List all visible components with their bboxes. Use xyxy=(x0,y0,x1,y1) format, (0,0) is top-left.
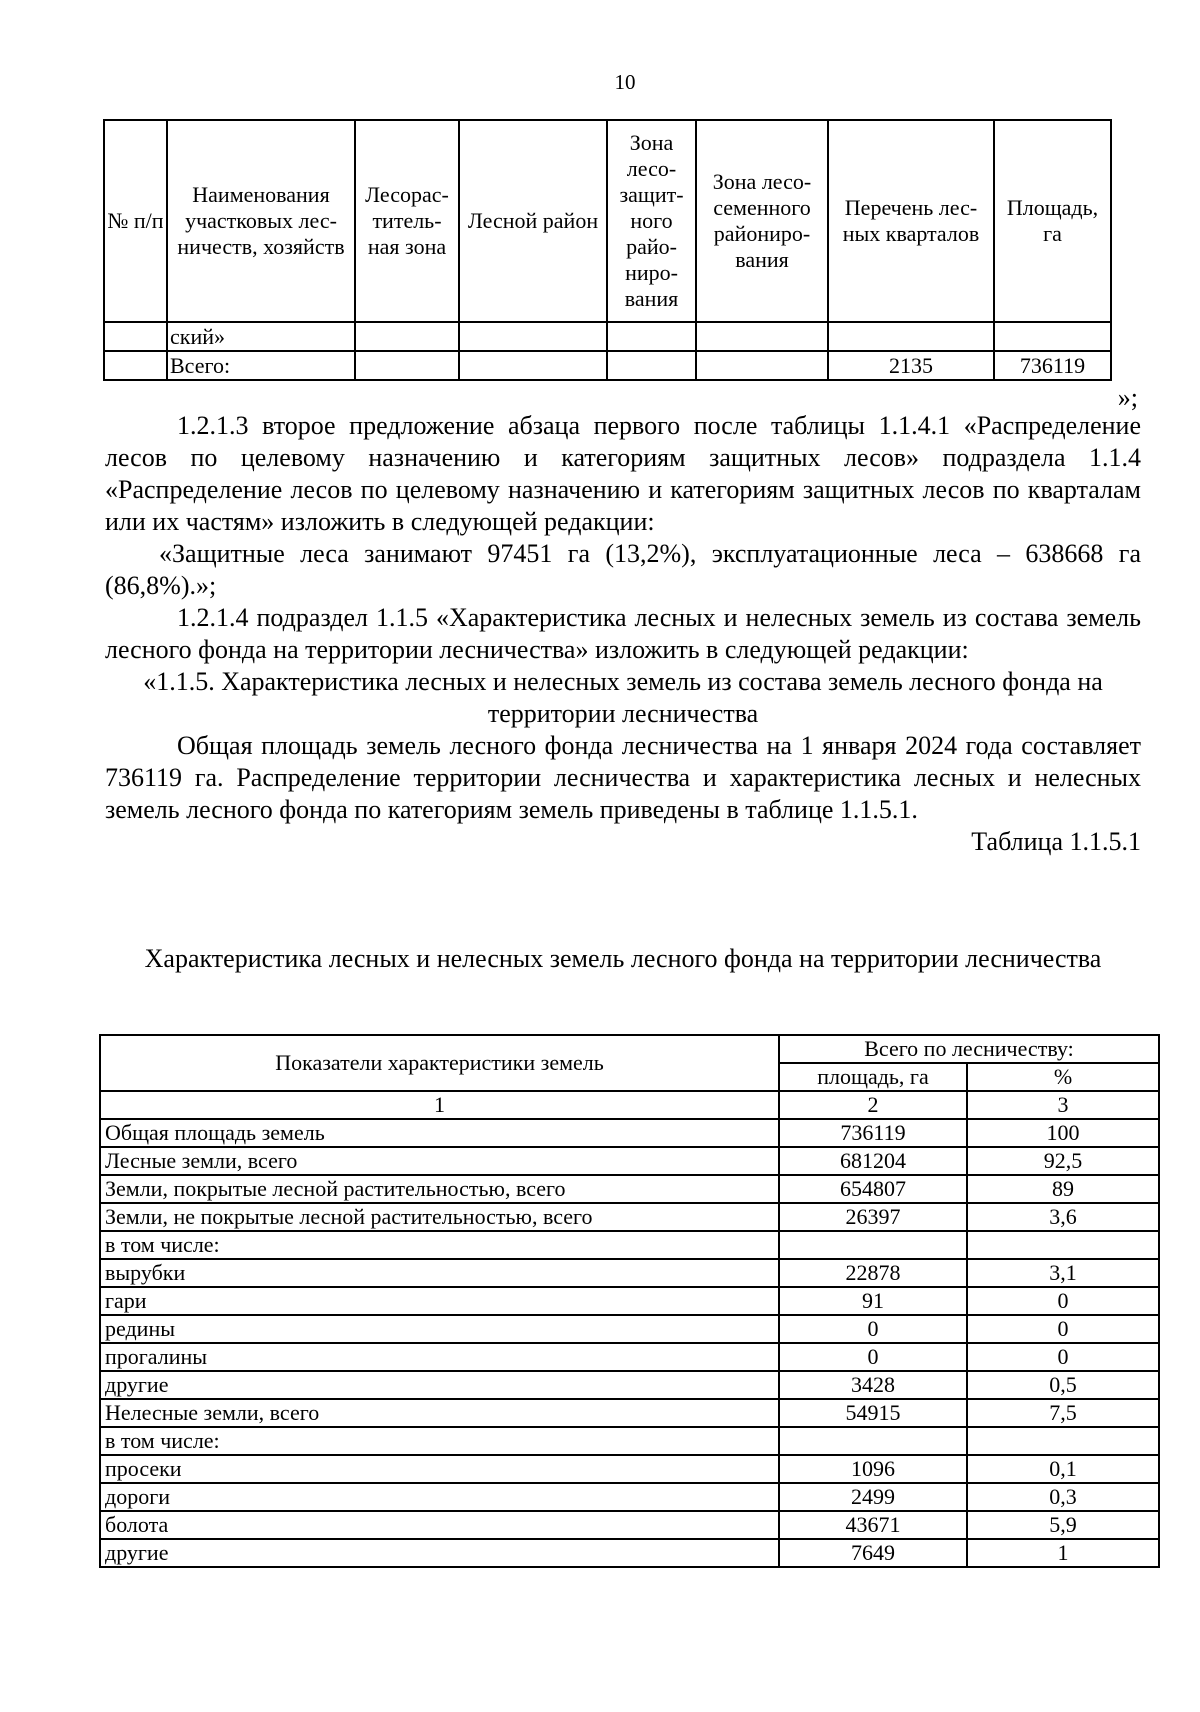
row-percent: 3,1 xyxy=(967,1259,1159,1287)
row-percent: 3,6 xyxy=(967,1203,1159,1231)
table-cell xyxy=(828,322,994,351)
row-label: дороги xyxy=(100,1483,779,1511)
header-cell-indicator: Показатели характеристики земель xyxy=(100,1035,779,1091)
table-cell xyxy=(459,322,607,351)
table-row xyxy=(100,1287,1159,1315)
table-cell-total-quarters: 2135 xyxy=(828,351,994,380)
header-cell-seed-zone: Зона лесо-семенного райониро-вания xyxy=(696,120,828,322)
row-area: 7649 xyxy=(779,1539,967,1567)
row-label: Общая площадь земель xyxy=(100,1119,779,1147)
row-area: 681204 xyxy=(779,1147,967,1175)
row-label: в том числе: xyxy=(100,1231,779,1259)
table-row xyxy=(104,322,1111,351)
row-area: 43671 xyxy=(779,1511,967,1539)
table-row xyxy=(100,1427,1159,1455)
row-area: 3428 xyxy=(779,1371,967,1399)
row-percent: 0,3 xyxy=(967,1483,1159,1511)
row-area: 91 xyxy=(779,1287,967,1315)
row-percent: 7,5 xyxy=(967,1399,1159,1427)
row-label: в том числе: xyxy=(100,1427,779,1455)
header-cell-percent: % xyxy=(967,1063,1159,1091)
row-percent: 0 xyxy=(967,1343,1159,1371)
table-cell xyxy=(696,351,828,380)
row-percent xyxy=(967,1427,1159,1455)
row-percent: 89 xyxy=(967,1175,1159,1203)
land-characteristics-table xyxy=(99,1034,1160,1568)
row-percent: 5,9 xyxy=(967,1511,1159,1539)
row-label: другие xyxy=(100,1371,779,1399)
page-number: 10 xyxy=(614,70,636,94)
row-percent: 92,5 xyxy=(967,1147,1159,1175)
column-number: 2 xyxy=(779,1091,967,1119)
table-row xyxy=(100,1399,1159,1427)
row-label: Земли, покрытые лесной растительностью, всего xyxy=(100,1175,779,1203)
table-row xyxy=(100,1511,1159,1539)
table-cell xyxy=(355,351,459,380)
row-label: Нелесные земли, всего xyxy=(100,1399,779,1427)
table-cell xyxy=(696,322,828,351)
table-cell xyxy=(994,322,1111,351)
header-cell-zone: Лесорас-титель-ная зона xyxy=(355,120,459,322)
table-cell xyxy=(459,351,607,380)
closing-quote: »; xyxy=(1117,383,1138,412)
row-area: 736119 xyxy=(779,1119,967,1147)
row-area xyxy=(779,1231,967,1259)
row-label: болота xyxy=(100,1511,779,1539)
table-row xyxy=(100,1371,1159,1399)
row-percent: 0 xyxy=(967,1315,1159,1343)
row-area: 54915 xyxy=(779,1399,967,1427)
table-row xyxy=(100,1259,1159,1287)
table-row xyxy=(100,1483,1159,1511)
row-label: редины xyxy=(100,1315,779,1343)
section-heading: «1.1.5. Характеристика лесных и нелесных земель из состава земель лесного фонда на территории лесничества xyxy=(143,667,1103,728)
table-row xyxy=(100,1175,1159,1203)
row-label: просеки xyxy=(100,1455,779,1483)
table-caption: Характеристика лесных и нелесных земель лесного фонда на территории лесничества xyxy=(144,944,1102,973)
table-header-row xyxy=(100,1035,1159,1063)
table-cell xyxy=(607,351,696,380)
row-area: 0 xyxy=(779,1315,967,1343)
table-row xyxy=(100,1147,1159,1175)
table-cell-total-area: 736119 xyxy=(994,351,1111,380)
table-header-row xyxy=(104,120,1111,322)
row-label: Земли, не покрытые лесной растительностью, всего xyxy=(100,1203,779,1231)
table-cell-total-label: Всего: xyxy=(167,351,355,380)
table-cell: ский» xyxy=(167,322,355,351)
table-row xyxy=(100,1539,1159,1567)
table-label: Таблица 1.1.5.1 xyxy=(971,827,1141,856)
table-row-total xyxy=(104,351,1111,380)
row-area: 26397 xyxy=(779,1203,967,1231)
row-percent: 100 xyxy=(967,1119,1159,1147)
row-percent: 0,1 xyxy=(967,1455,1159,1483)
table-row xyxy=(100,1455,1159,1483)
header-cell-number: № п/п xyxy=(104,120,167,322)
column-number: 1 xyxy=(100,1091,779,1119)
row-percent: 1 xyxy=(967,1539,1159,1567)
header-cell-area: площадь, га xyxy=(779,1063,967,1091)
table-cell xyxy=(355,322,459,351)
table-column-numbers-row xyxy=(100,1091,1159,1119)
header-cell-names: Наименования участковых лес-ничеств, хозяйств xyxy=(167,120,355,322)
amendment-text xyxy=(105,410,1141,858)
row-label: вырубки xyxy=(100,1259,779,1287)
table-row xyxy=(100,1231,1159,1259)
paragraph-total-area: Общая площадь земель лесного фонда лесничества на 1 января 2024 года составляет 736119 га. Распределение территории лесничества и характеристика лесных и нелесных земель лесного фонда по категориям земель приведены в таблице 1.1.5.1. xyxy=(105,731,1141,824)
row-label: гари xyxy=(100,1287,779,1315)
header-cell-protection-zone: Зона лесо-защит-ного райо-ниро-вания xyxy=(607,120,696,322)
row-label: прогалины xyxy=(100,1343,779,1371)
row-area xyxy=(779,1427,967,1455)
forestry-districts-table xyxy=(103,119,1112,381)
row-area: 654807 xyxy=(779,1175,967,1203)
column-number: 3 xyxy=(967,1091,1159,1119)
row-percent xyxy=(967,1231,1159,1259)
row-area: 1096 xyxy=(779,1455,967,1483)
row-percent: 0 xyxy=(967,1287,1159,1315)
table-cell xyxy=(607,322,696,351)
table-row xyxy=(100,1119,1159,1147)
table-row xyxy=(100,1343,1159,1371)
row-area: 22878 xyxy=(779,1259,967,1287)
table-row xyxy=(100,1315,1159,1343)
row-label: Лесные земли, всего xyxy=(100,1147,779,1175)
row-label: другие xyxy=(100,1539,779,1567)
header-cell-area: Площадь, га xyxy=(994,120,1111,322)
row-area: 2499 xyxy=(779,1483,967,1511)
header-cell-quarters: Перечень лес-ных кварталов xyxy=(828,120,994,322)
table-cell xyxy=(104,351,167,380)
paragraph-1-2-1-4: 1.2.1.4 подраздел 1.1.5 «Характеристика лесных и нелесных земель из состава земель лесного фонда на территории лесничества» изложить в следующей редакции: xyxy=(105,603,1141,664)
header-cell-forest-district: Лесной район xyxy=(459,120,607,322)
row-percent: 0,5 xyxy=(967,1371,1159,1399)
table-row xyxy=(100,1203,1159,1231)
table-cell xyxy=(104,322,167,351)
paragraph-1-2-1-3: 1.2.1.3 второе предложение абзаца первого после таблицы 1.1.4.1 «Распределение лесов по целевому назначению и категориям защитных лесов» подраздела 1.1.4 «Распределение лесов по целевому назначению и категориям защитных лесов по кварталам или их частям» изложить в следующей редакции: xyxy=(105,411,1141,536)
row-area: 0 xyxy=(779,1343,967,1371)
header-cell-total: Всего по лесничеству: xyxy=(779,1035,1159,1063)
paragraph-protective-forests: «Защитные леса занимают 97451 га (13,2%), эксплуатационные леса – 638668 га (86,8%).»; xyxy=(105,539,1141,600)
